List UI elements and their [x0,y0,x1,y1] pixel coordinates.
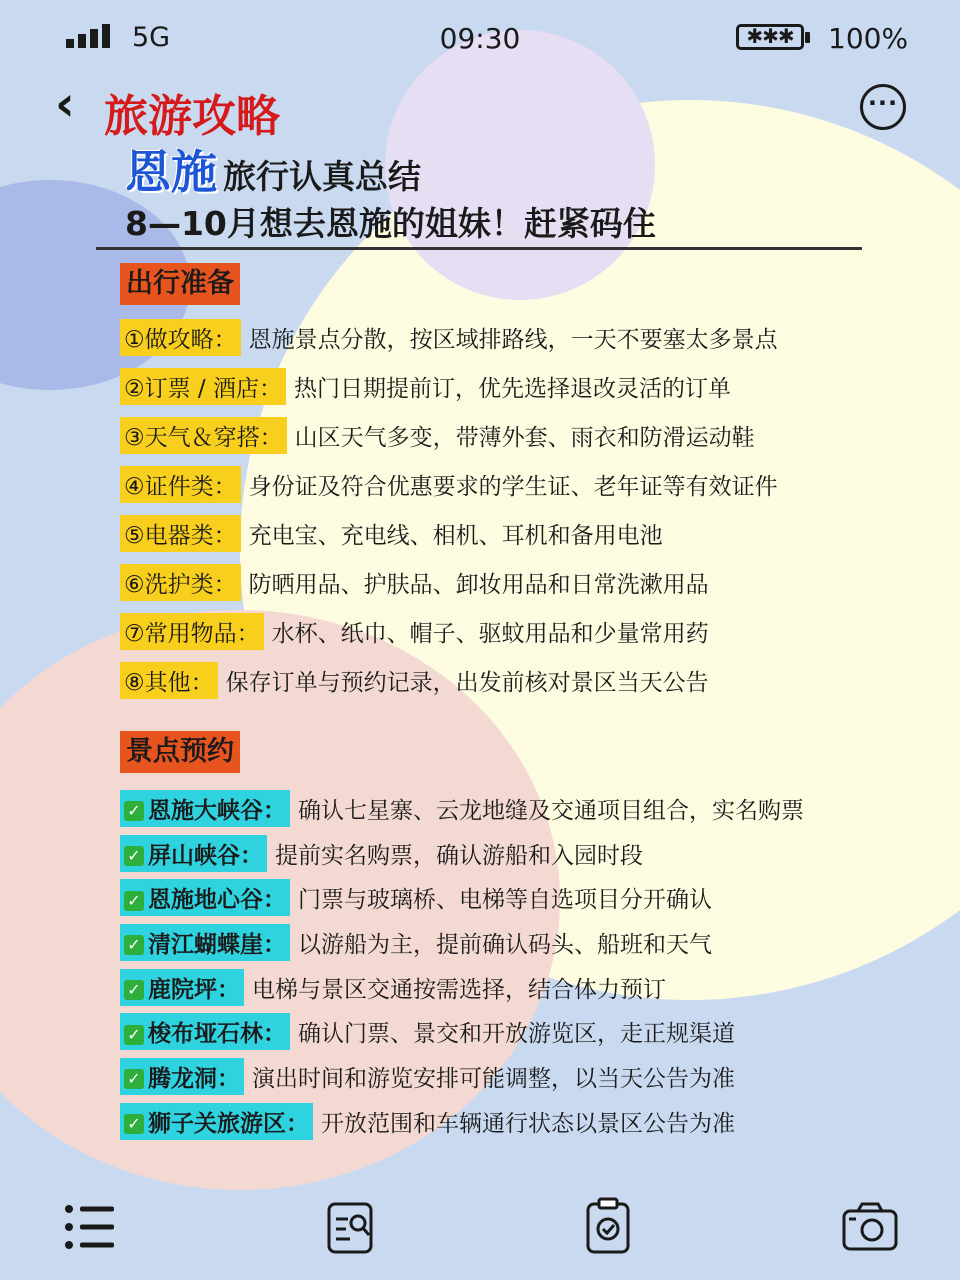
item-text: 以游船为主，提前确认码头、船班和天气 [298,931,712,958]
item-label-text: 屏山峡谷： [148,842,263,869]
item-text: 充电宝、充电线、相机、耳机和备用电池 [248,523,663,549]
check-icon: ✓ [124,1114,144,1134]
clock: 09:30 [439,22,521,55]
item-label: ⑤电器类： [120,515,241,552]
nav-bar [0,76,960,142]
more-horizontal-icon[interactable]: ··· [860,84,906,130]
item-label-text: 清江蝴蝶崖： [148,931,286,958]
check-icon: ✓ [124,846,144,866]
item-label: ③天气＆穿搭： [120,417,287,454]
item-text: 提前实名购票，确认游船和入园时段 [275,842,643,869]
section-heading-prep: 出行准备 [120,263,240,305]
list-item [120,607,778,656]
item-label [120,1103,313,1140]
list-item [120,656,778,705]
item-text: 水杯、纸巾、帽子、驱蚊用品和少量常用药 [271,621,709,647]
item-label-text: 梭布垭石林： [148,1021,286,1048]
item-label: ②订票 / 酒店： [120,368,286,405]
item-label [120,790,290,827]
item-text: 防晒用品、护肤品、卸妆用品和日常洗漱用品 [248,572,709,598]
item-label: ④证件类： [120,466,241,503]
list-item [120,558,778,607]
item-text: 热门日期提前订，优先选择退改灵活的订单 [294,376,731,402]
item-label [120,924,290,961]
status-bar [0,0,960,78]
list-item [120,831,804,876]
list-item [120,509,778,558]
item-text: 开放范围和车辆通行状态以景区公告为准 [321,1110,735,1137]
item-label-text: 恩施地心谷： [148,887,286,914]
clipboard-check-icon[interactable] [578,1195,638,1255]
check-icon: ✓ [124,935,144,955]
list-item [120,920,804,965]
bottom-toolbar [0,1195,960,1265]
list-item [120,1009,804,1054]
item-label [120,1013,290,1050]
item-label [120,1058,244,1095]
item-text: 身份证及符合优惠要求的学生证、老年证等有效证件 [248,474,778,500]
header-subtitle: 8—10月想去恩施的姐妹！赶紧码住 [125,204,656,243]
check-icon: ✓ [124,1069,144,1089]
item-label: ⑧其他： [120,662,218,699]
item-label: ⑦常用物品： [120,613,264,650]
list-item [120,313,778,362]
item-label-text: 狮子关旅游区： [148,1110,309,1137]
item-text: 确认七星寨、云龙地缝及交通项目组合，实名购票 [298,797,804,824]
item-label: ⑥洗护类： [120,564,241,601]
check-icon: ✓ [124,980,144,1000]
chevron-left-icon[interactable]: ‹ [55,76,75,132]
list-item [120,460,778,509]
prep-list [120,313,778,705]
header-title [125,136,421,202]
list-item [120,1099,804,1144]
item-label: ①做攻略： [120,319,241,356]
item-text: 保存订单与预约记录，出发前核对景区当天公告 [225,670,709,696]
item-label [120,969,244,1006]
list-item [120,965,804,1010]
camera-icon[interactable] [840,1195,900,1255]
check-icon: ✓ [124,801,144,821]
divider [96,247,862,250]
header-title-rest: 旅行认真总结 [223,157,421,196]
item-label-text: 恩施大峡谷： [148,797,286,824]
battery-percent: 100% [828,22,909,55]
battery-icon: ✱✱✱ [736,24,804,50]
check-icon: ✓ [124,891,144,911]
item-text: 恩施景点分散，按区域排路线，一天不要塞太多景点 [248,327,778,353]
network-label: 5G [132,22,171,53]
list-item [120,786,804,831]
item-label [120,835,267,872]
item-label-text: 鹿院坪： [148,976,240,1003]
list-item [120,411,778,460]
section-heading-spots: 景点预约 [120,731,240,773]
header-highlight: 恩施 [125,145,217,199]
item-text: 门票与玻璃桥、电梯等自选项目分开确认 [298,887,712,914]
item-label [120,879,290,916]
check-icon: ✓ [124,1025,144,1045]
item-text: 山区天气多变，带薄外套、雨衣和防滑运动鞋 [294,425,755,451]
list-item [120,362,778,411]
item-label-text: 腾龙洞： [148,1065,240,1092]
item-text: 演出时间和游览安排可能调整，以当天公告为准 [252,1065,735,1092]
list-item [120,875,804,920]
list-item [120,1054,804,1099]
spots-list [120,786,804,1144]
page-title: 旅游攻略 [104,91,280,142]
item-text: 确认门票、景交和开放游览区，走正规渠道 [298,1021,735,1048]
item-text: 电梯与景区交通按需选择，结合体力预订 [252,976,666,1003]
search-document-icon[interactable] [320,1195,380,1255]
list-icon[interactable] [60,1195,120,1255]
